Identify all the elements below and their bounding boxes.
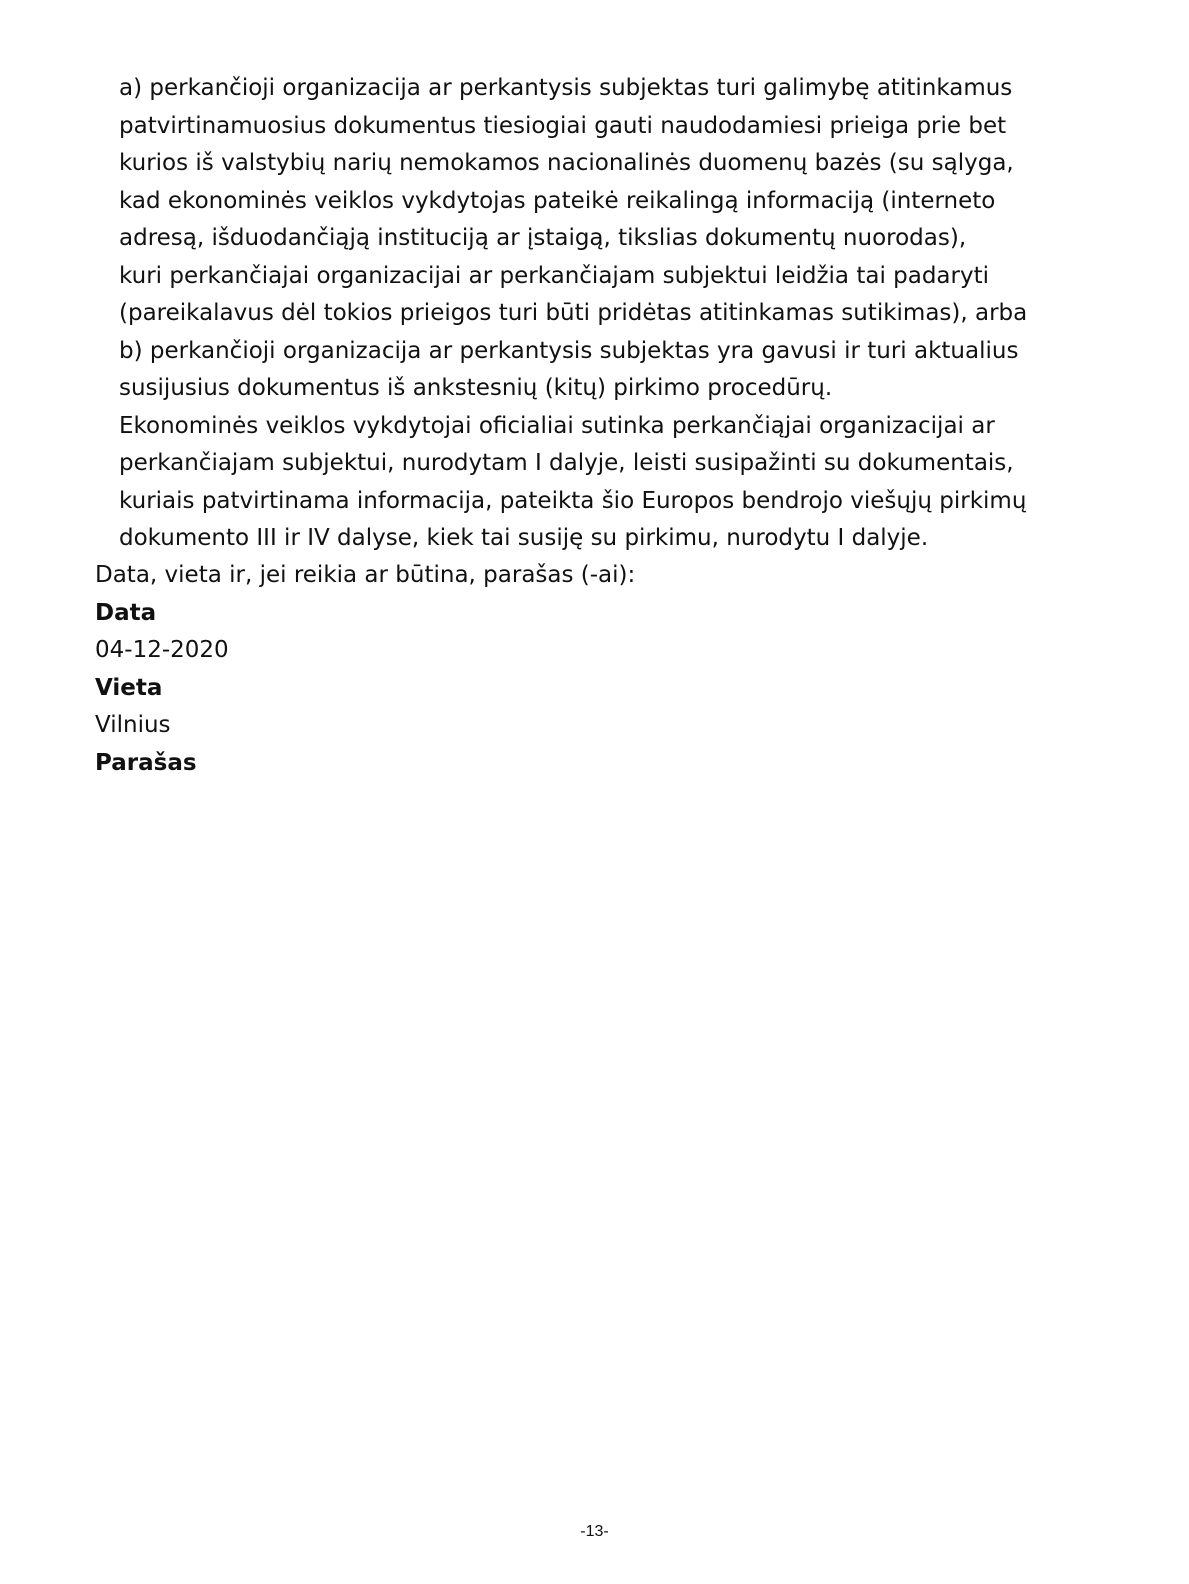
text-line: kuriais patvirtinama informacija, pateikta šio Europos bendrojo viešųjų pirkimų <box>119 487 1027 514</box>
text-line: kuri perkančiajai organizacijai ar perkančiajam subjektui leidžia tai padaryti <box>119 262 990 289</box>
text-line: a) perkančioji organizacija ar perkantysis subjektas turi galimybę atitinkamus <box>119 75 1013 101</box>
consent-paragraph <box>119 70 1119 558</box>
text-line: dokumento III ir IV dalyse, kiek tai susiję su pirkimu, nurodytu I dalyje. <box>119 525 929 551</box>
text-line: kad ekonominės veiklos vykdytojas pateikė reikalingą informaciją (interneto <box>119 187 996 214</box>
signature-section <box>95 557 1095 782</box>
text-line: b) perkančioji organizacija ar perkantysis subjektas yra gavusi ir turi aktualius <box>119 337 1019 364</box>
date-value: 04-12-2020 <box>95 637 229 663</box>
text-line: Ekonominės veiklos vykdytojai oficialiai sutinka perkančiąjai organizacijai ar <box>119 412 995 439</box>
text-line: (pareikalavus dėl tokios prieigos turi būti pridėtas atitinkamas sutikimas), arba <box>119 300 1028 326</box>
text-line: patvirtinamuosius dokumentus tiesiogiai gauti naudodamiesi prieiga prie bet <box>119 112 1007 139</box>
text-line: kurios iš valstybių narių nemokamos nacionalinės duomenų bazės (su sąlyga, <box>119 150 1014 176</box>
text-line: perkančiajam subjektui, nurodytam I dalyje, leisti susipažinti su dokumentais, <box>119 450 1014 476</box>
signature-intro: Data, vieta ir, jei reikia ar būtina, parašas (-ai): <box>95 562 636 588</box>
page-number: -13- <box>580 1523 609 1540</box>
text-line: susijusius dokumentus iš ankstesnių (kitų) pirkimo procedūrų. <box>119 375 833 401</box>
date-label: Data <box>95 599 157 626</box>
text-line: adresą, išduodančiąją instituciją ar įstaigą, tikslias dokumentų nuorodas), <box>119 225 967 251</box>
signature-label: Parašas <box>95 749 197 776</box>
place-value: Vilnius <box>95 712 171 738</box>
place-label: Vieta <box>95 674 163 701</box>
